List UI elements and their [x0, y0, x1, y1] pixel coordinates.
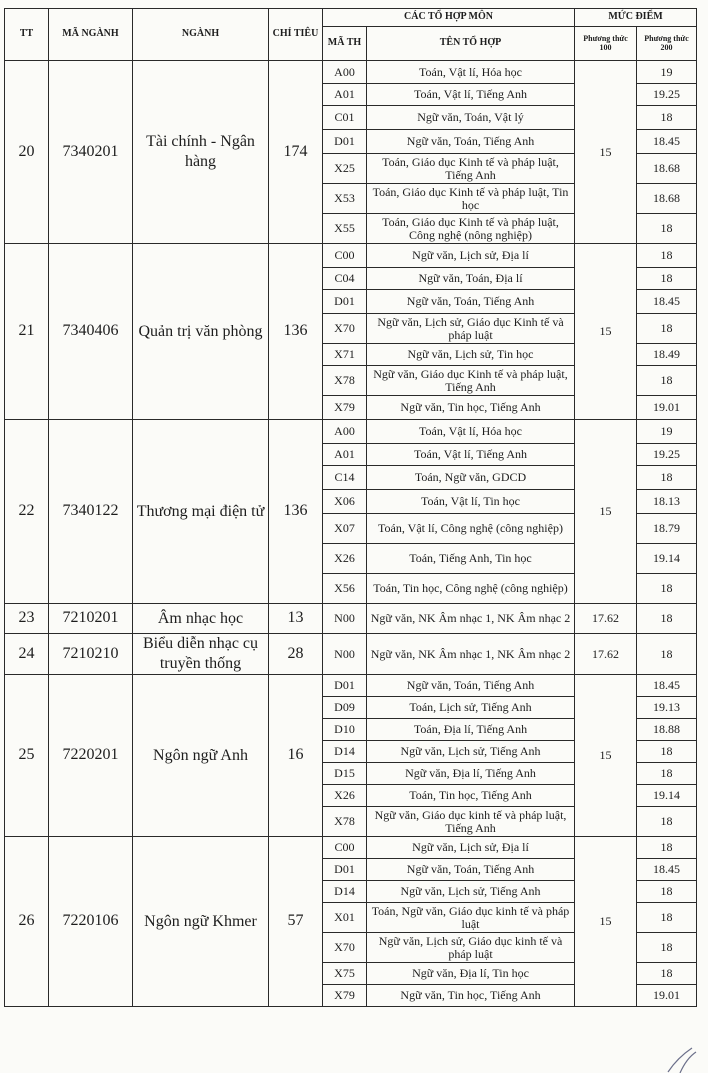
row-ma-nganh: 7220201: [49, 675, 133, 837]
row-ten-to-hop: Ngữ văn, NK Âm nhạc 1, NK Âm nhạc 2: [367, 604, 575, 634]
row-diem-pt200: 18.45: [637, 290, 697, 314]
row-diem-pt200: 18: [637, 634, 697, 675]
table-row: [5, 61, 697, 84]
row-diem-pt100: 17.62: [575, 634, 637, 675]
row-ten-to-hop: Ngữ văn, Lịch sử, Tiếng Anh: [367, 881, 575, 903]
row-ten-to-hop: Toán, Vật lí, Hóa học: [367, 61, 575, 84]
row-diem-pt200: 18: [637, 741, 697, 763]
row-diem-pt200: 19.13: [637, 697, 697, 719]
row-ten-to-hop: Toán, Tiếng Anh, Tin học: [367, 544, 575, 574]
row-diem-pt200: 18: [637, 903, 697, 933]
row-diem-pt100: 15: [575, 61, 637, 244]
table-row: [5, 675, 697, 697]
row-ma-to-hop: X07: [323, 514, 367, 544]
row-ten-to-hop: Toán, Giáo dục Kinh tế và pháp luật, Tin học: [367, 184, 575, 214]
row-diem-pt200: 18: [637, 268, 697, 290]
row-ten-to-hop: Ngữ văn, Tin học, Tiếng Anh: [367, 985, 575, 1007]
row-ten-to-hop: Toán, Vật lí, Tiếng Anh: [367, 444, 575, 466]
row-ten-to-hop: Ngữ văn, Toán, Tiếng Anh: [367, 859, 575, 881]
row-ten-to-hop: Toán, Tin học, Tiếng Anh: [367, 785, 575, 807]
row-ten-to-hop: Toán, Giáo dục Kinh tế và pháp luật, Tiếng Anh: [367, 154, 575, 184]
row-chi-tieu: 136: [269, 244, 323, 420]
row-tt: 24: [5, 634, 49, 675]
row-diem-pt200: 18: [637, 466, 697, 490]
row-diem-pt100: 15: [575, 244, 637, 420]
row-ten-nganh: Thương mại điện tử: [133, 420, 269, 604]
table-row: [5, 244, 697, 268]
row-ma-to-hop: X79: [323, 396, 367, 420]
row-diem-pt200: 18: [637, 807, 697, 837]
row-ten-to-hop: Toán, Lịch sử, Tiếng Anh: [367, 697, 575, 719]
row-diem-pt200: 19: [637, 420, 697, 444]
row-diem-pt200: 18.45: [637, 130, 697, 154]
row-tt: 23: [5, 604, 49, 634]
row-diem-pt100: 15: [575, 675, 637, 837]
row-diem-pt200: 18: [637, 214, 697, 244]
row-diem-pt200: 19.01: [637, 985, 697, 1007]
row-ma-to-hop: D14: [323, 881, 367, 903]
row-ma-to-hop: D01: [323, 130, 367, 154]
row-diem-pt200: 19: [637, 61, 697, 84]
row-ten-to-hop: Ngữ văn, Toán, Tiếng Anh: [367, 130, 575, 154]
row-ma-to-hop: D01: [323, 859, 367, 881]
row-diem-pt200: 18: [637, 963, 697, 985]
row-ten-nganh: Biểu diễn nhạc cụ truyền thống: [133, 634, 269, 675]
row-ten-nganh: Quản trị văn phòng: [133, 244, 269, 420]
row-diem-pt200: 18.45: [637, 675, 697, 697]
row-ma-to-hop: A01: [323, 84, 367, 106]
row-diem-pt200: 18.13: [637, 490, 697, 514]
row-ma-to-hop: D10: [323, 719, 367, 741]
row-tt: 25: [5, 675, 49, 837]
row-ten-to-hop: Ngữ văn, Lịch sử, Giáo dục kinh tế và pháp luật: [367, 933, 575, 963]
row-ma-to-hop: D14: [323, 741, 367, 763]
row-ma-to-hop: A01: [323, 444, 367, 466]
row-diem-pt200: 18: [637, 244, 697, 268]
table-row: [5, 837, 697, 859]
row-ten-nganh: Tài chính - Ngân hàng: [133, 61, 269, 244]
row-ten-to-hop: Toán, Ngữ văn, GDCD: [367, 466, 575, 490]
row-ma-nganh: 7210210: [49, 634, 133, 675]
row-ma-to-hop: X56: [323, 574, 367, 604]
row-chi-tieu: 57: [269, 837, 323, 1007]
row-ma-to-hop: C00: [323, 837, 367, 859]
row-ten-to-hop: Ngữ văn, Lịch sử, Địa lí: [367, 837, 575, 859]
row-ten-nganh: Ngôn ngữ Khmer: [133, 837, 269, 1007]
row-diem-pt200: 18: [637, 314, 697, 344]
row-diem-pt200: 18.68: [637, 184, 697, 214]
row-ma-to-hop: N00: [323, 604, 367, 634]
row-ma-nganh: 7220106: [49, 837, 133, 1007]
row-ma-to-hop: A00: [323, 420, 367, 444]
row-ma-to-hop: X53: [323, 184, 367, 214]
row-diem-pt200: 18: [637, 366, 697, 396]
row-ten-to-hop: Ngữ văn, Toán, Vật lý: [367, 106, 575, 130]
row-diem-pt200: 18.68: [637, 154, 697, 184]
header-ma-nganh: MÃ NGÀNH: [49, 9, 133, 61]
header-ten-to-hop: TÊN TỔ HỢP: [367, 27, 575, 61]
row-ten-to-hop: Ngữ văn, Lịch sử, Giáo dục Kinh tế và pháp luật: [367, 314, 575, 344]
row-ma-to-hop: N00: [323, 634, 367, 675]
row-ten-to-hop: Ngữ văn, Toán, Địa lí: [367, 268, 575, 290]
row-diem-pt200: 18: [637, 574, 697, 604]
row-ten-to-hop: Toán, Ngữ văn, Giáo dục kinh tế và pháp luật: [367, 903, 575, 933]
row-ten-to-hop: Ngữ văn, Giáo dục Kinh tế và pháp luật, Tiếng Anh: [367, 366, 575, 396]
row-ma-to-hop: D01: [323, 675, 367, 697]
row-ma-to-hop: X55: [323, 214, 367, 244]
row-diem-pt100: 17.62: [575, 604, 637, 634]
row-ma-to-hop: X70: [323, 933, 367, 963]
row-ma-to-hop: X01: [323, 903, 367, 933]
header-pt100: Phương thức 100: [575, 27, 637, 61]
header-chi-tieu: CHỈ TIÊU: [269, 9, 323, 61]
row-ten-to-hop: Ngữ văn, Giáo dục kinh tế và pháp luật, Tiếng Anh: [367, 807, 575, 837]
row-tt: 22: [5, 420, 49, 604]
row-ten-to-hop: Ngữ văn, Lịch sử, Tiếng Anh: [367, 741, 575, 763]
table-row: [5, 634, 697, 675]
row-ma-to-hop: X78: [323, 366, 367, 396]
row-diem-pt200: 18: [637, 604, 697, 634]
row-ma-to-hop: X26: [323, 785, 367, 807]
row-ten-to-hop: Toán, Giáo dục Kinh tế và pháp luật, Công nghệ (nông nghiệp): [367, 214, 575, 244]
row-ten-nganh: Ngôn ngữ Anh: [133, 675, 269, 837]
row-diem-pt200: 18.45: [637, 859, 697, 881]
row-ma-nganh: 7340122: [49, 420, 133, 604]
admission-score-table-sheet: [4, 8, 696, 1007]
row-diem-pt200: 19.25: [637, 84, 697, 106]
row-ma-nganh: 7340406: [49, 244, 133, 420]
row-ma-to-hop: C14: [323, 466, 367, 490]
row-ma-to-hop: X79: [323, 985, 367, 1007]
row-ma-to-hop: C04: [323, 268, 367, 290]
row-ten-to-hop: Ngữ văn, Lịch sử, Tin học: [367, 344, 575, 366]
table-row: [5, 604, 697, 634]
header-nganh: NGÀNH: [133, 9, 269, 61]
row-ma-to-hop: X06: [323, 490, 367, 514]
row-ten-nganh: Âm nhạc học: [133, 604, 269, 634]
row-ten-to-hop: Toán, Vật lí, Tin học: [367, 490, 575, 514]
row-diem-pt200: 18: [637, 763, 697, 785]
row-chi-tieu: 13: [269, 604, 323, 634]
table-row: [5, 420, 697, 444]
row-diem-pt200: 18: [637, 881, 697, 903]
row-diem-pt100: 15: [575, 837, 637, 1007]
row-diem-pt200: 19.14: [637, 785, 697, 807]
row-ten-to-hop: Toán, Vật lí, Công nghệ (công nghiệp): [367, 514, 575, 544]
row-ten-to-hop: Ngữ văn, Toán, Tiếng Anh: [367, 290, 575, 314]
header-ma-th: MÃ TH: [323, 27, 367, 61]
row-ten-to-hop: Toán, Tin học, Công nghệ (công nghiệp): [367, 574, 575, 604]
row-tt: 20: [5, 61, 49, 244]
row-diem-pt200: 18: [637, 837, 697, 859]
row-chi-tieu: 174: [269, 61, 323, 244]
row-tt: 26: [5, 837, 49, 1007]
row-diem-pt100: 15: [575, 420, 637, 604]
row-ma-to-hop: C00: [323, 244, 367, 268]
row-diem-pt200: 18.88: [637, 719, 697, 741]
header-cac-to-hop: CÁC TỔ HỢP MÔN: [323, 9, 575, 27]
row-ma-to-hop: C01: [323, 106, 367, 130]
signature-mark: [662, 1046, 702, 1073]
row-chi-tieu: 136: [269, 420, 323, 604]
row-diem-pt200: 18.79: [637, 514, 697, 544]
header-pt200: Phương thức 200: [637, 27, 697, 61]
table-body: [5, 61, 697, 1007]
row-chi-tieu: 28: [269, 634, 323, 675]
row-ten-to-hop: Ngữ văn, Toán, Tiếng Anh: [367, 675, 575, 697]
row-ma-nganh: 7210201: [49, 604, 133, 634]
admission-score-table: [4, 8, 697, 1007]
row-diem-pt200: 19.25: [637, 444, 697, 466]
row-ten-to-hop: Ngữ văn, Địa lí, Tiếng Anh: [367, 763, 575, 785]
row-tt: 21: [5, 244, 49, 420]
row-ma-to-hop: D01: [323, 290, 367, 314]
row-diem-pt200: 18.49: [637, 344, 697, 366]
row-ma-to-hop: X75: [323, 963, 367, 985]
row-ma-to-hop: X25: [323, 154, 367, 184]
row-ten-to-hop: Toán, Vật lí, Tiếng Anh: [367, 84, 575, 106]
row-ma-to-hop: D09: [323, 697, 367, 719]
row-ma-to-hop: A00: [323, 61, 367, 84]
row-ten-to-hop: Ngữ văn, Lịch sử, Địa lí: [367, 244, 575, 268]
header-tt: TT: [5, 9, 49, 61]
row-ten-to-hop: Ngữ văn, NK Âm nhạc 1, NK Âm nhạc 2: [367, 634, 575, 675]
row-diem-pt200: 18: [637, 106, 697, 130]
row-diem-pt200: 19.14: [637, 544, 697, 574]
row-chi-tieu: 16: [269, 675, 323, 837]
row-ma-to-hop: D15: [323, 763, 367, 785]
row-ma-to-hop: X71: [323, 344, 367, 366]
row-ma-to-hop: X26: [323, 544, 367, 574]
row-ma-to-hop: X78: [323, 807, 367, 837]
row-diem-pt200: 19.01: [637, 396, 697, 420]
row-ma-nganh: 7340201: [49, 61, 133, 244]
row-ten-to-hop: Toán, Địa lí, Tiếng Anh: [367, 719, 575, 741]
row-ma-to-hop: X70: [323, 314, 367, 344]
row-ten-to-hop: Toán, Vật lí, Hóa học: [367, 420, 575, 444]
header-muc-diem: MỨC ĐIỂM: [575, 9, 697, 27]
row-diem-pt200: 18: [637, 933, 697, 963]
row-ten-to-hop: Ngữ văn, Tin học, Tiếng Anh: [367, 396, 575, 420]
row-ten-to-hop: Ngữ văn, Địa lí, Tin học: [367, 963, 575, 985]
table-header: [5, 9, 697, 61]
